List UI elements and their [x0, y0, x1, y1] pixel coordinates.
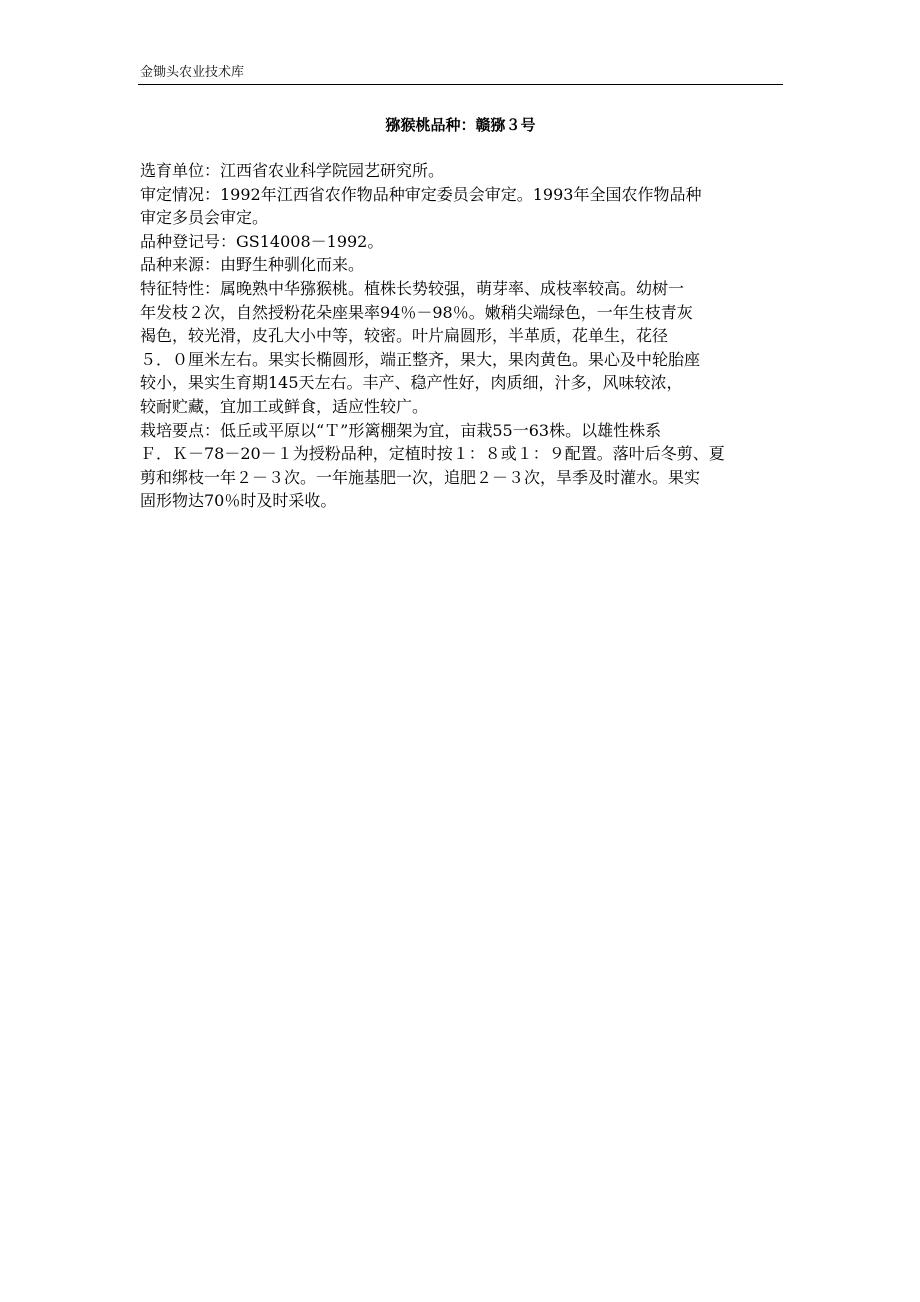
body-line: 特征特性：属晚熟中华猕猴桃。植株长势较强，萌芽率、成枝率较高。幼树一: [140, 278, 685, 298]
body-line: 审定多员会审定。: [140, 208, 269, 228]
body-line: 审定情况：1992年江西省农作物品种审定委员会审定。1993年全国农作物品种: [140, 184, 702, 204]
body-line: ５．０厘米左右。果实长椭圆形，端正整齐，果大，果肉黄色。果心及中轮胎座: [140, 349, 701, 369]
body-line: 年发枝２次，自然授粉花朵座果率94％－98％。嫩稍尖端绿色，一年生枝青灰: [140, 302, 693, 322]
document-body: [140, 159, 780, 513]
body-line: 较耐贮藏，宜加工或鲜食，适应性较广。: [140, 396, 429, 416]
body-line: 较小，果实生育期145天左右。丰产、稳产性好，肉质细，汁多，风味较浓，: [140, 373, 683, 393]
header-rule: [138, 84, 783, 85]
body-line: 品种来源：由野生种驯化而来。: [140, 255, 365, 275]
page-header: [138, 64, 783, 86]
body-line: 褐色，较光滑，皮孔大小中等，较密。叶片扁圆形，半革质，花单生，花径: [140, 326, 669, 346]
header-text: 金锄头农业技术库: [140, 65, 245, 80]
body-line: Ｆ．Ｋ－78－20－１为授粉品种，定植时按１：８或１：９配置。落叶后冬剪、夏: [140, 444, 725, 464]
body-line: 选育单位：江西省农业科学院园艺研究所。: [140, 161, 445, 180]
body-line: 品种登记号：GS14008－1992。: [140, 231, 384, 251]
body-line: 栽培要点：低丘或平原以“Ｔ”形篱棚架为宜，亩栽55一63株。以雄性株系: [140, 420, 662, 440]
body-line: 固形物达70％时及时采收。: [140, 491, 337, 511]
document-title: 猕猴桃品种：赣猕３号: [385, 116, 536, 134]
body-line: 剪和绑枝一年２－３次。一年施基肥一次，追肥２－３次，旱季及时灌水。果实: [140, 467, 701, 487]
